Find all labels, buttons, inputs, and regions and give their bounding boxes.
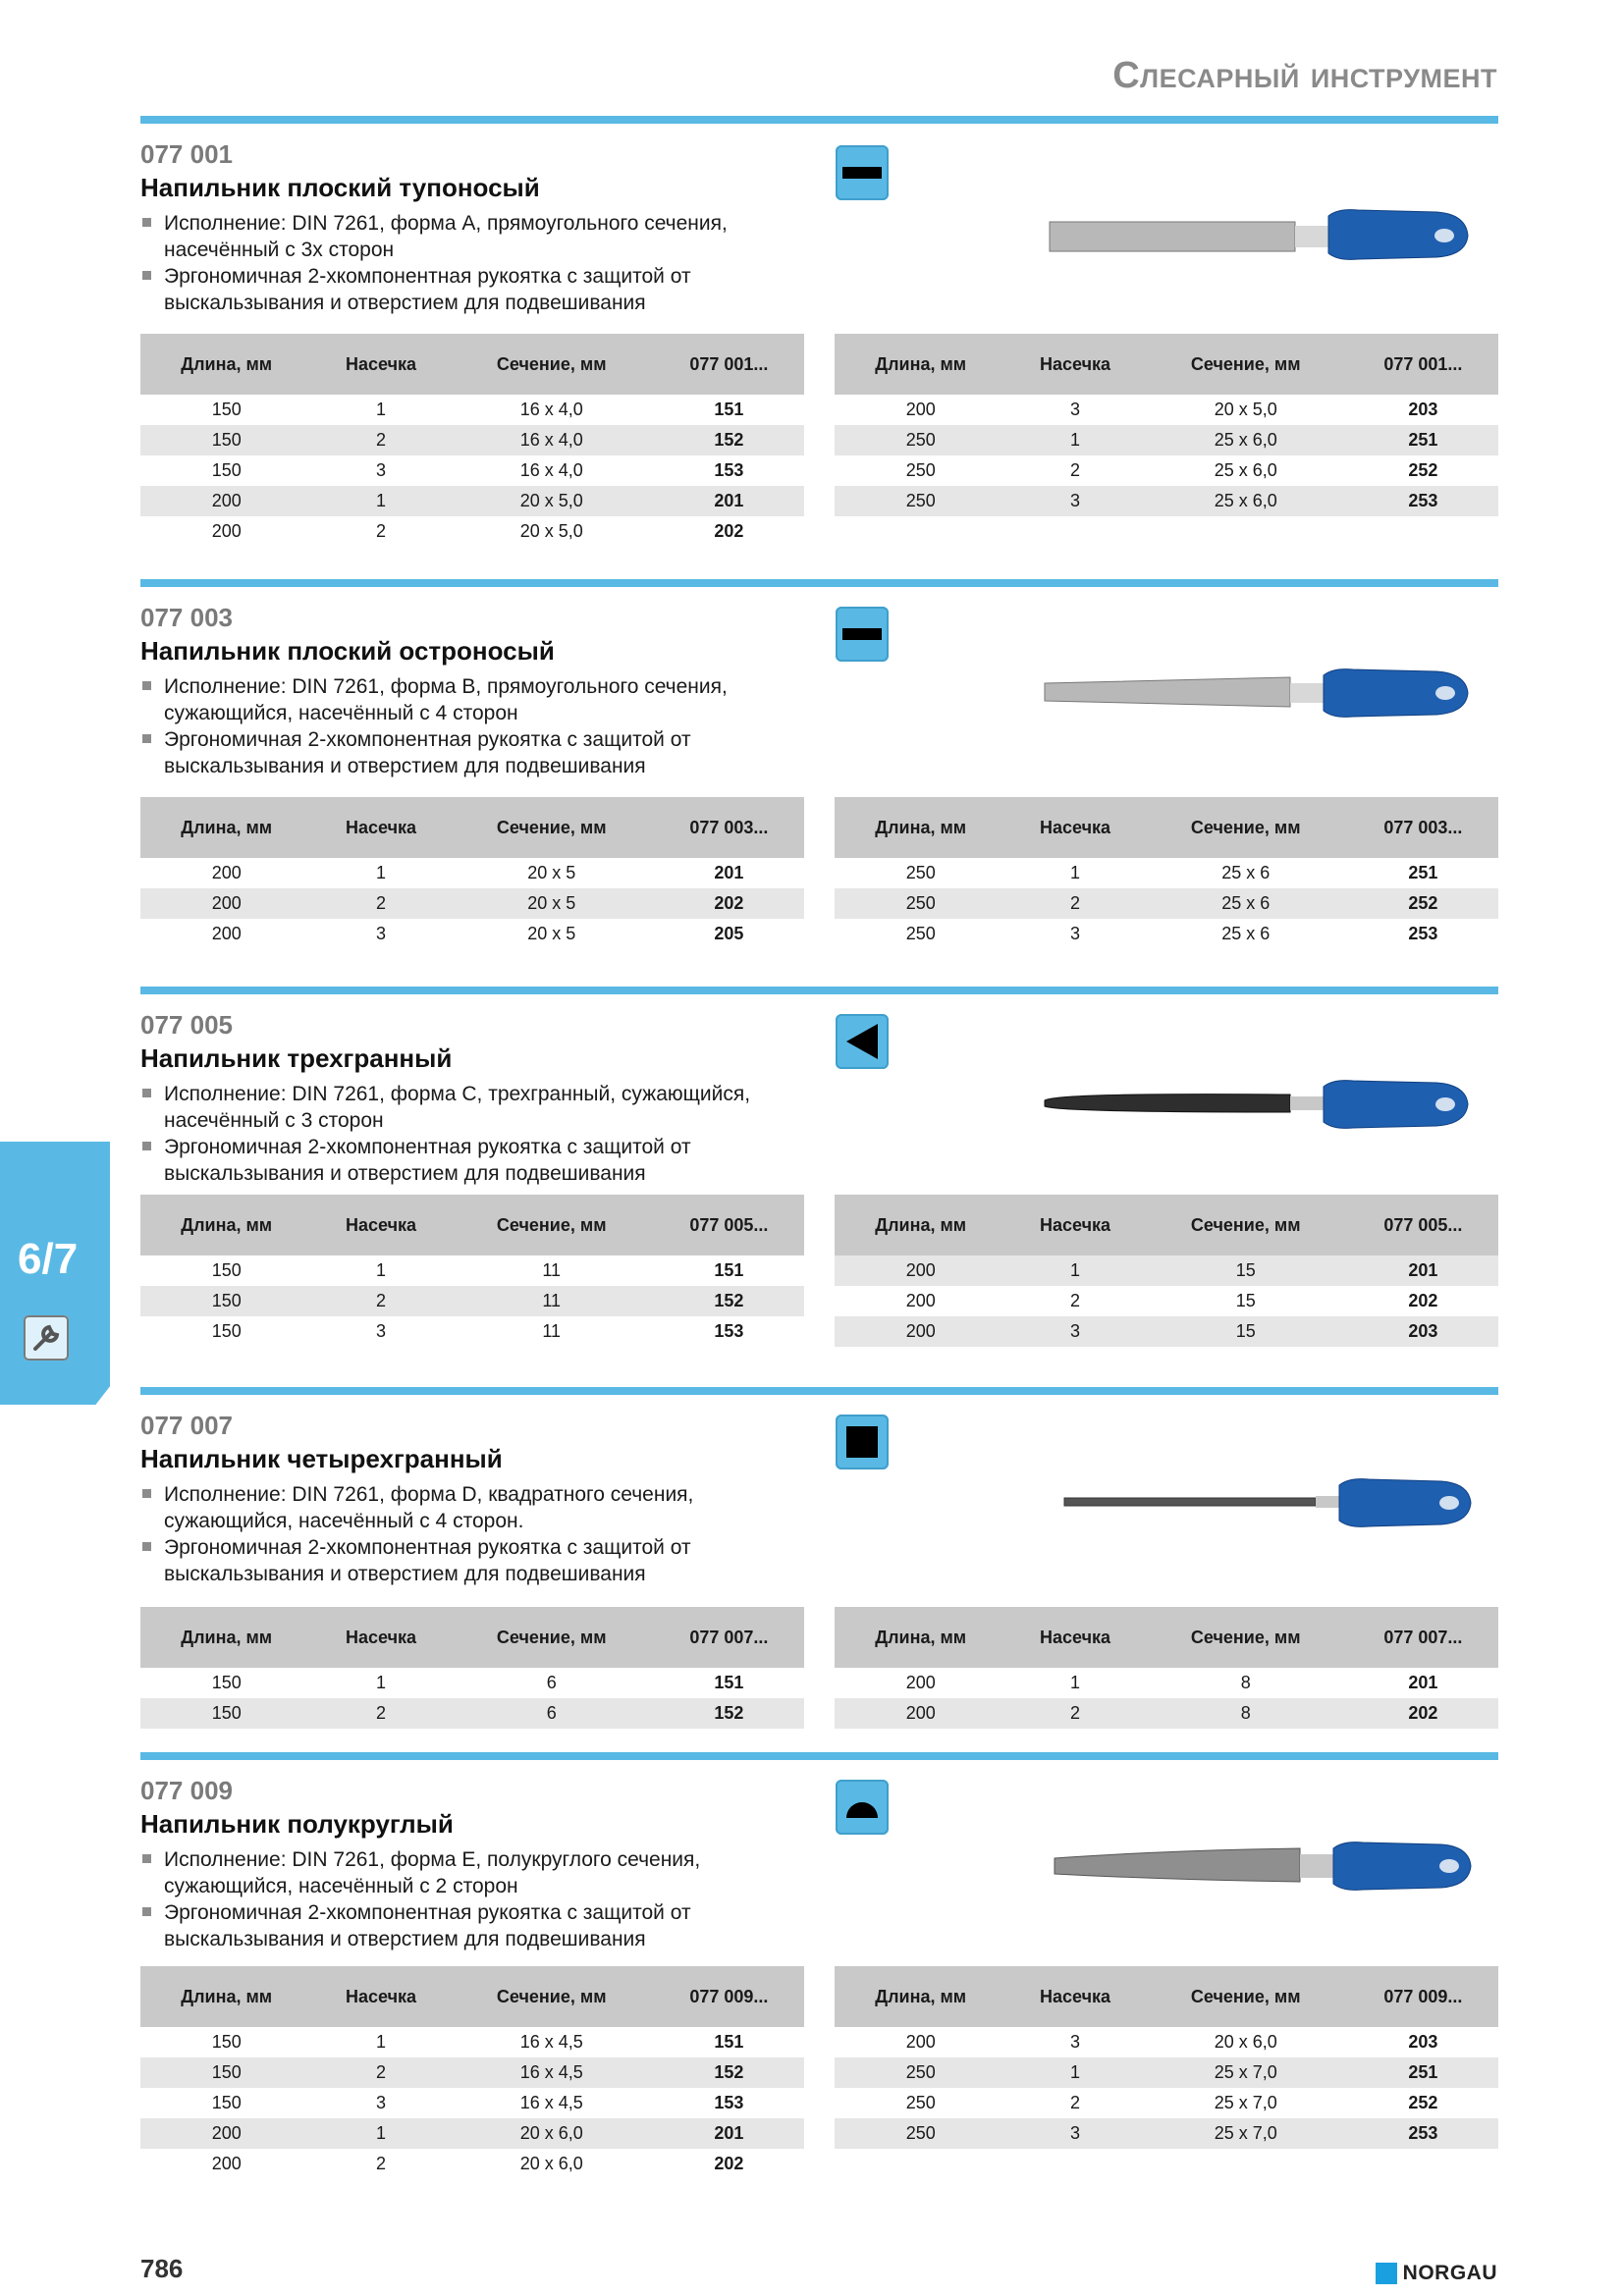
table-row — [835, 1668, 1498, 1698]
table-cell: 1 — [376, 1673, 387, 1692]
table-cell: 150 — [140, 2057, 312, 2088]
table-row — [140, 1255, 804, 1286]
spec-table-left — [140, 334, 804, 547]
table-cell: 2 — [312, 1286, 449, 1316]
table-cell: 200 — [835, 1255, 1006, 1286]
table-cell: 1 — [1006, 425, 1143, 455]
table-cell: 25 x 6 — [1221, 924, 1271, 943]
column-header: 077 009... — [654, 1966, 804, 2027]
article-code-cell: 253 — [1348, 2118, 1498, 2149]
table-cell: 20 x 5,0 — [450, 486, 654, 516]
article-code-cell: 251 — [1348, 2057, 1498, 2088]
table-cell: 2 — [376, 521, 387, 541]
table-cell: 150 — [211, 1260, 242, 1280]
column-header: 077 001... — [1348, 334, 1498, 395]
table-row — [140, 1698, 804, 1729]
table-cell: 8 — [1144, 1698, 1348, 1729]
article-code-cell: 151 — [714, 1673, 744, 1692]
table-cell: 200 — [905, 1291, 936, 1310]
spec-table-right — [835, 1966, 1498, 2149]
table-cell: 25 x 6,0 — [1214, 460, 1277, 480]
spec-table-left — [140, 797, 804, 949]
section-divider — [140, 1387, 1498, 1395]
table-cell: 6 — [450, 1698, 654, 1729]
wrench-icon — [24, 1315, 69, 1361]
table-row — [835, 888, 1498, 919]
table-cell: 2 — [312, 425, 449, 455]
article-code-cell: 252 — [1408, 2093, 1438, 2112]
article-code-cell: 153 — [714, 1321, 744, 1341]
product-section-077009 — [140, 1752, 1498, 2184]
spec-table-left — [140, 1607, 804, 1729]
table-cell: 1 — [376, 400, 387, 419]
table-cell: 16 x 4,5 — [519, 2093, 583, 2112]
column-header: Насечка — [1006, 1966, 1143, 2027]
spec-table-right — [835, 334, 1498, 516]
table-cell: 15 — [1235, 1291, 1256, 1310]
table-cell: 200 — [211, 521, 242, 541]
article-code-cell: 205 — [714, 924, 744, 943]
table-row — [140, 486, 804, 516]
article-code-cell: 251 — [1408, 863, 1438, 882]
article-code-cell: 202 — [1348, 1698, 1498, 1729]
half-round-icon — [836, 1780, 889, 1835]
feature-item: Эргономичная 2-хкомпонентная рукоятка с защитой от выскальзывания и отверстием для подвешивания — [140, 1134, 779, 1187]
feature-item: Исполнение: DIN 7261, форма A, прямоугольного сечения, насечённый с 3х сторон — [140, 210, 779, 263]
article-code-cell: 253 — [1408, 924, 1438, 943]
table-cell: 200 — [211, 924, 242, 943]
feature-item: Исполнение: DIN 7261, форма B, прямоугольного сечения, сужающийся, насечённый с 4 сторон — [140, 673, 779, 726]
table-cell: 2 — [1070, 2093, 1081, 2112]
table-cell: 250 — [905, 2093, 936, 2112]
table-row — [140, 1668, 804, 1698]
feature-item: Исполнение: DIN 7261, форма D, квадратного сечения, сужающийся, насечённый с 4 сторон. — [140, 1481, 779, 1534]
feature-item: Эргономичная 2-хкомпонентная рукоятка с защитой от выскальзывания и отверстием для подвешивания — [140, 1534, 779, 1587]
table-row — [140, 516, 804, 547]
feature-list — [140, 1846, 779, 1952]
table-cell: 150 — [211, 460, 242, 480]
table-row — [835, 1286, 1498, 1316]
feature-item: Эргономичная 2-хкомпонентная рукоятка с защитой от выскальзывания и отверстием для подвешивания — [140, 263, 779, 316]
table-cell: 3 — [1006, 2118, 1143, 2149]
column-header: Длина, мм — [835, 334, 1006, 395]
page-number: 786 — [140, 2254, 184, 2283]
table-cell: 2 — [1006, 1698, 1143, 1729]
article-code-cell: 252 — [1408, 460, 1438, 480]
feature-item: Эргономичная 2-хкомпонентная рукоятка с защитой от выскальзывания и отверстием для подвешивания — [140, 1899, 779, 1952]
article-code-cell: 202 — [654, 888, 804, 919]
table-cell: 1 — [312, 486, 449, 516]
product-title: Напильник плоский тупоносый — [140, 173, 540, 202]
page-header-title: Слесарный инструмент — [1112, 55, 1497, 96]
table-row — [140, 1286, 804, 1316]
table-row — [140, 2118, 804, 2149]
section-divider — [140, 116, 1498, 124]
col-cut: Насечка — [312, 334, 449, 395]
article-code-cell: 152 — [654, 1698, 804, 1729]
table-cell: 25 x 7,0 — [1144, 2057, 1348, 2088]
col-length: Длина, мм — [140, 334, 312, 395]
table-row — [835, 2088, 1498, 2118]
table-cell: 3 — [376, 2093, 387, 2112]
product-title: Напильник полукруглый — [140, 1809, 454, 1839]
col-section: Сечение, мм — [450, 334, 654, 395]
table-cell: 1 — [312, 2118, 449, 2149]
column-header: Сечение, мм — [450, 1195, 654, 1255]
feature-item: Исполнение: DIN 7261, форма C, трехгранный, сужающийся, насечённый с 3 сторон — [140, 1081, 779, 1134]
table-row — [140, 395, 804, 425]
column-header: Длина, мм — [140, 1607, 312, 1668]
table-cell: 200 — [905, 1673, 936, 1692]
table-cell: 250 — [905, 460, 936, 480]
column-header: Насечка — [1006, 797, 1143, 858]
section-divider — [140, 987, 1498, 994]
article-code-cell: 203 — [1348, 1316, 1498, 1347]
table-row — [835, 2057, 1498, 2088]
column-header: Длина, мм — [835, 1195, 1006, 1255]
column-header: Насечка — [312, 1607, 449, 1668]
table-cell: 16 x 4,0 — [519, 460, 583, 480]
table-row — [835, 455, 1498, 486]
feature-list — [140, 673, 779, 779]
article-code-cell: 152 — [654, 1286, 804, 1316]
article-code-cell: 153 — [714, 2093, 744, 2112]
section-divider — [140, 1752, 1498, 1760]
table-cell: 2 — [1006, 888, 1143, 919]
table-cell: 1 — [1070, 1673, 1081, 1692]
column-header: Насечка — [1006, 334, 1143, 395]
product-title: Напильник четырехгранный — [140, 1444, 503, 1473]
table-cell: 200 — [905, 400, 936, 419]
square-icon — [836, 1415, 889, 1469]
article-code-cell: 203 — [1408, 2032, 1438, 2052]
product-section-077003 — [140, 579, 1498, 952]
article-code-cell: 201 — [714, 863, 744, 882]
column-header: Сечение, мм — [450, 797, 654, 858]
column-header: Насечка — [312, 1195, 449, 1255]
column-header: Насечка — [1006, 1195, 1143, 1255]
table-cell: 1 — [1006, 2057, 1143, 2088]
table-row — [140, 2149, 804, 2179]
table-cell: 3 — [1070, 2032, 1081, 2052]
article-code-cell: 202 — [714, 521, 744, 541]
article-code-cell: 202 — [714, 2154, 744, 2173]
table-cell: 3 — [1070, 400, 1081, 419]
table-cell: 200 — [905, 2032, 936, 2052]
table-cell: 150 — [140, 1698, 312, 1729]
column-header: Сечение, мм — [1144, 1966, 1348, 2027]
column-header: 077 003... — [1348, 797, 1498, 858]
triangular-file-image — [1039, 1073, 1476, 1132]
flat-file-image — [1044, 202, 1476, 261]
table-cell: 6 — [546, 1673, 557, 1692]
table-cell: 20 x 5 — [527, 863, 576, 882]
table-cell: 16 x 4,0 — [450, 425, 654, 455]
table-cell: 2 — [376, 2154, 387, 2173]
table-row — [140, 2057, 804, 2088]
column-header: Длина, мм — [835, 1607, 1006, 1668]
column-header: Насечка — [312, 797, 449, 858]
product-section-077007 — [140, 1387, 1498, 1740]
table-cell: 15 — [1144, 1255, 1348, 1286]
table-cell: 2 — [312, 1698, 449, 1729]
table-cell: 16 x 4,5 — [450, 2057, 654, 2088]
column-header: Сечение, мм — [450, 1966, 654, 2027]
table-cell: 250 — [835, 888, 1006, 919]
table-cell: 25 x 6,0 — [1144, 486, 1348, 516]
table-cell: 150 — [140, 425, 312, 455]
product-code: 077 005 — [140, 1010, 233, 1040]
table-row — [835, 1255, 1498, 1286]
product-code: 077 003 — [140, 603, 233, 632]
triangle-icon — [836, 1014, 889, 1069]
table-row — [835, 2118, 1498, 2149]
column-header: Длина, мм — [140, 1195, 312, 1255]
spec-table-right — [835, 1607, 1498, 1729]
article-code-cell: 252 — [1348, 888, 1498, 919]
table-cell: 200 — [835, 1698, 1006, 1729]
brand-name: NORGAU — [1402, 2262, 1497, 2284]
table-cell: 250 — [905, 924, 936, 943]
table-cell: 11 — [450, 1286, 654, 1316]
table-row — [835, 1316, 1498, 1347]
table-row — [140, 888, 804, 919]
table-cell: 200 — [211, 863, 242, 882]
column-header: Длина, мм — [140, 797, 312, 858]
table-cell: 20 x 6,0 — [450, 2118, 654, 2149]
table-cell: 2 — [312, 2057, 449, 2088]
table-cell: 3 — [376, 460, 387, 480]
table-cell: 15 — [1144, 1316, 1348, 1347]
table-cell: 200 — [140, 888, 312, 919]
table-cell: 200 — [140, 2118, 312, 2149]
brand-square-icon — [1376, 2263, 1397, 2284]
table-cell: 20 x 5 — [450, 888, 654, 919]
feature-item: Исполнение: DIN 7261, форма E, полукруглого сечения, сужающийся, насечённый с 2 сторон — [140, 1846, 779, 1899]
column-header: Сечение, мм — [1144, 334, 1348, 395]
column-header: 077 007... — [1348, 1607, 1498, 1668]
spec-table-left — [140, 1195, 804, 1347]
column-header: Сечение, мм — [1144, 1607, 1348, 1668]
table-cell: 1 — [1006, 1255, 1143, 1286]
table-cell: 250 — [835, 2057, 1006, 2088]
table-row — [835, 486, 1498, 516]
column-header: 077 009... — [1348, 1966, 1498, 2027]
article-code-cell: 201 — [654, 486, 804, 516]
table-cell: 20 x 5 — [527, 924, 576, 943]
column-header: Длина, мм — [835, 1966, 1006, 2027]
table-cell: 20 x 5,0 — [519, 521, 583, 541]
column-header: 077 007... — [654, 1607, 804, 1668]
table-cell: 3 — [1006, 1316, 1143, 1347]
flat-rect-icon — [836, 145, 889, 200]
table-cell: 25 x 7,0 — [1144, 2118, 1348, 2149]
section-divider — [140, 579, 1498, 587]
article-code-cell: 203 — [1408, 400, 1438, 419]
table-cell: 150 — [211, 2093, 242, 2112]
article-code-cell: 201 — [1408, 1673, 1438, 1692]
table-cell: 11 — [542, 1260, 562, 1280]
product-section-077001 — [140, 116, 1498, 548]
flat-rect-icon — [836, 607, 889, 662]
table-cell: 3 — [376, 1321, 387, 1341]
table-row — [140, 2088, 804, 2118]
article-code-cell: 202 — [1408, 1291, 1438, 1310]
product-section-077005 — [140, 987, 1498, 1360]
column-header: Насечка — [1006, 1607, 1143, 1668]
table-row — [835, 425, 1498, 455]
column-header: 077 005... — [1348, 1195, 1498, 1255]
table-row — [140, 455, 804, 486]
table-cell: 250 — [835, 425, 1006, 455]
brand-logo — [1376, 2262, 1497, 2285]
table-cell: 20 x 5,0 — [1214, 400, 1277, 419]
article-code-cell: 151 — [714, 1260, 744, 1280]
table-cell: 250 — [905, 863, 936, 882]
product-title: Напильник трехгранный — [140, 1043, 453, 1073]
table-cell: 200 — [835, 1316, 1006, 1347]
table-cell: 25 x 7,0 — [1214, 2093, 1277, 2112]
table-cell: 3 — [1006, 486, 1143, 516]
table-cell: 2 — [1070, 460, 1081, 480]
column-header: 077 005... — [654, 1195, 804, 1255]
feature-list — [140, 1481, 779, 1587]
table-cell: 20 x 6,0 — [519, 2154, 583, 2173]
article-code-cell: 152 — [654, 425, 804, 455]
table-cell: 2 — [1070, 1291, 1081, 1310]
column-header: Длина, мм — [140, 1966, 312, 2027]
table-cell: 3 — [1070, 924, 1081, 943]
table-cell: 1 — [1070, 863, 1081, 882]
table-cell: 150 — [211, 2032, 242, 2052]
square-file-image — [1058, 1471, 1476, 1530]
spec-table-right — [835, 1195, 1498, 1347]
column-header: Сечение, мм — [450, 1607, 654, 1668]
article-code-cell: 151 — [714, 2032, 744, 2052]
table-cell: 200 — [140, 486, 312, 516]
article-code-cell: 253 — [1348, 486, 1498, 516]
col-code: 077 001... — [654, 334, 804, 395]
column-header: Сечение, мм — [1144, 797, 1348, 858]
spec-table-right — [835, 797, 1498, 949]
flat-pointed-file-image — [1039, 662, 1476, 721]
table-row — [140, 2027, 804, 2057]
article-code-cell: 151 — [714, 400, 744, 419]
chapter-tab-label: 6/7 — [18, 1235, 79, 1283]
table-row — [835, 1698, 1498, 1729]
spec-table-left — [140, 1966, 804, 2179]
half-round-file-image — [1049, 1835, 1476, 1894]
table-cell: 250 — [835, 2118, 1006, 2149]
table-cell: 150 — [211, 1673, 242, 1692]
feature-list — [140, 1081, 779, 1187]
table-cell: 200 — [211, 2154, 242, 2173]
table-cell: 3 — [376, 924, 387, 943]
table-row — [835, 858, 1498, 888]
product-code: 077 007 — [140, 1411, 233, 1440]
table-cell: 250 — [835, 486, 1006, 516]
table-row — [140, 1316, 804, 1347]
column-header: Длина, мм — [835, 797, 1006, 858]
table-cell: 1 — [376, 1260, 387, 1280]
product-code: 077 009 — [140, 1776, 233, 1805]
feature-list — [140, 210, 779, 316]
table-row — [835, 919, 1498, 949]
product-title: Напильник плоский остроносый — [140, 636, 555, 666]
table-cell: 25 x 6,0 — [1144, 425, 1348, 455]
product-code: 077 001 — [140, 139, 233, 169]
table-cell: 150 — [211, 1321, 242, 1341]
table-row — [835, 395, 1498, 425]
column-header: Насечка — [312, 1966, 449, 2027]
table-cell: 2 — [312, 888, 449, 919]
table-row — [140, 425, 804, 455]
table-row — [140, 919, 804, 949]
article-code-cell: 251 — [1348, 425, 1498, 455]
table-row — [835, 2027, 1498, 2057]
table-cell: 150 — [211, 400, 242, 419]
feature-item: Эргономичная 2-хкомпонентная рукоятка с защитой от выскальзывания и отверстием для подвешивания — [140, 726, 779, 779]
table-cell: 1 — [376, 863, 387, 882]
article-code-cell: 201 — [654, 2118, 804, 2149]
article-code-cell: 152 — [654, 2057, 804, 2088]
table-cell: 150 — [140, 1286, 312, 1316]
table-cell: 20 x 6,0 — [1214, 2032, 1277, 2052]
table-cell: 25 x 6 — [1221, 863, 1271, 882]
table-cell: 16 x 4,0 — [519, 400, 583, 419]
article-code-cell: 201 — [1348, 1255, 1498, 1286]
table-cell: 16 x 4,5 — [519, 2032, 583, 2052]
table-cell: 25 x 6 — [1144, 888, 1348, 919]
table-cell: 1 — [376, 2032, 387, 2052]
table-row — [140, 858, 804, 888]
table-cell: 11 — [542, 1321, 562, 1341]
table-cell: 8 — [1240, 1673, 1251, 1692]
column-header: Сечение, мм — [1144, 1195, 1348, 1255]
column-header: 077 003... — [654, 797, 804, 858]
article-code-cell: 153 — [714, 460, 744, 480]
